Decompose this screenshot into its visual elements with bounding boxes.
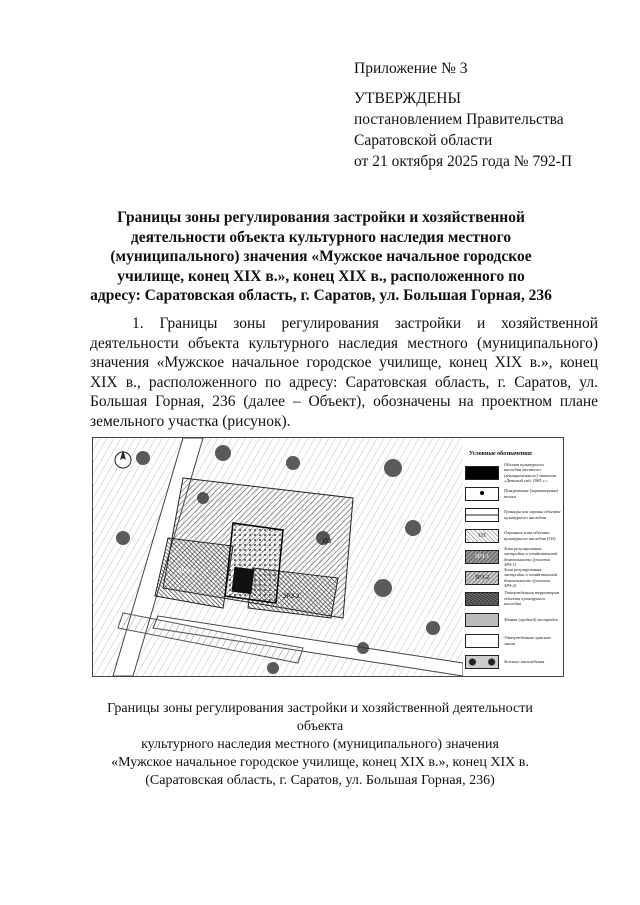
map-label-oz: ОЗ	[323, 539, 332, 545]
approved-line-1: постановлением Правительства	[354, 111, 564, 128]
legend-item: Утвержденная территория объекта культурного наследия	[465, 590, 561, 608]
legend-item: ЗРЗ-2 Зона регулирования застройки и хозяйственной деятельности (участок ЗРЗ-2)	[465, 569, 561, 587]
approved-label: УТВЕРЖДЕНЫ	[354, 90, 461, 107]
figure-caption: Границы зоны регулирования застройки и хозяйственной деятельности объекта культурного наследия местного (муниципального) значения «Мужское начальное городское училище, конец XIX в.», конец XIX в. (Саратовская область, г. Саратов, ул. Большая Горная, 236)	[107, 701, 533, 788]
legend-item: Объект культурного наследия местного (муниципального) значения «Детский сад, 1985 г.»	[465, 464, 561, 482]
legend-item: Границы зон охраны объекта культурного наследия	[465, 506, 561, 524]
legend-item: ОЗ Охранная зона объекта культурного наследия (ОЗ)	[465, 527, 561, 545]
legend-item: Зеленые насаждения	[465, 653, 561, 671]
appendix-number: Приложение № 3	[354, 60, 468, 77]
document-title: Границы зоны регулирования застройки и хозяйственной деятельности объекта культурного наследия местного (муниципального) значения «Мужское начальное городское училище, конец XIX в.», конец XIX в., расположенного по адресу: Саратовская область, г. Саратов, ул. Большая Горная, 236	[90, 209, 552, 304]
site-plan-map	[93, 438, 463, 676]
approved-line-2: Саратовской области	[354, 132, 493, 149]
legend-title: Условные обозначения:	[469, 451, 533, 457]
approved-line-3: от 21 октября 2025 года № 792-П	[354, 153, 573, 170]
map-label-zrz1: ЗРЗ-1	[178, 569, 195, 575]
appendix-block	[354, 58, 572, 172]
legend-item: Утвержденные красные линии	[465, 632, 561, 650]
legend-item: Поворотные (характерные) точки	[465, 485, 561, 503]
legend-item: ЗРЗ-1 Зона регулирования застройки и хозяйственной деятельности (участок ЗРЗ-1)	[465, 548, 561, 566]
site-plan-figure	[92, 437, 564, 677]
paragraph-1: 1. Границы зоны регулирования застройки и хозяйственной деятельности объекта культурного наследия местного (муниципального) значения «Мужское начальное городское училище, конец XIX в.», конец XIX в., расположенного по адресу: Саратовская область, г. Саратов, ул. Большая Горная, 236 (далее – Объект), обозначены на проектном плане земельного участка (рисунок).	[90, 315, 598, 430]
heritage-object	[231, 567, 254, 594]
legend-item: Здания (средней) застройки	[465, 611, 561, 629]
map-label-zrz2: ЗРЗ-2	[283, 594, 300, 600]
map-legend	[465, 452, 561, 674]
